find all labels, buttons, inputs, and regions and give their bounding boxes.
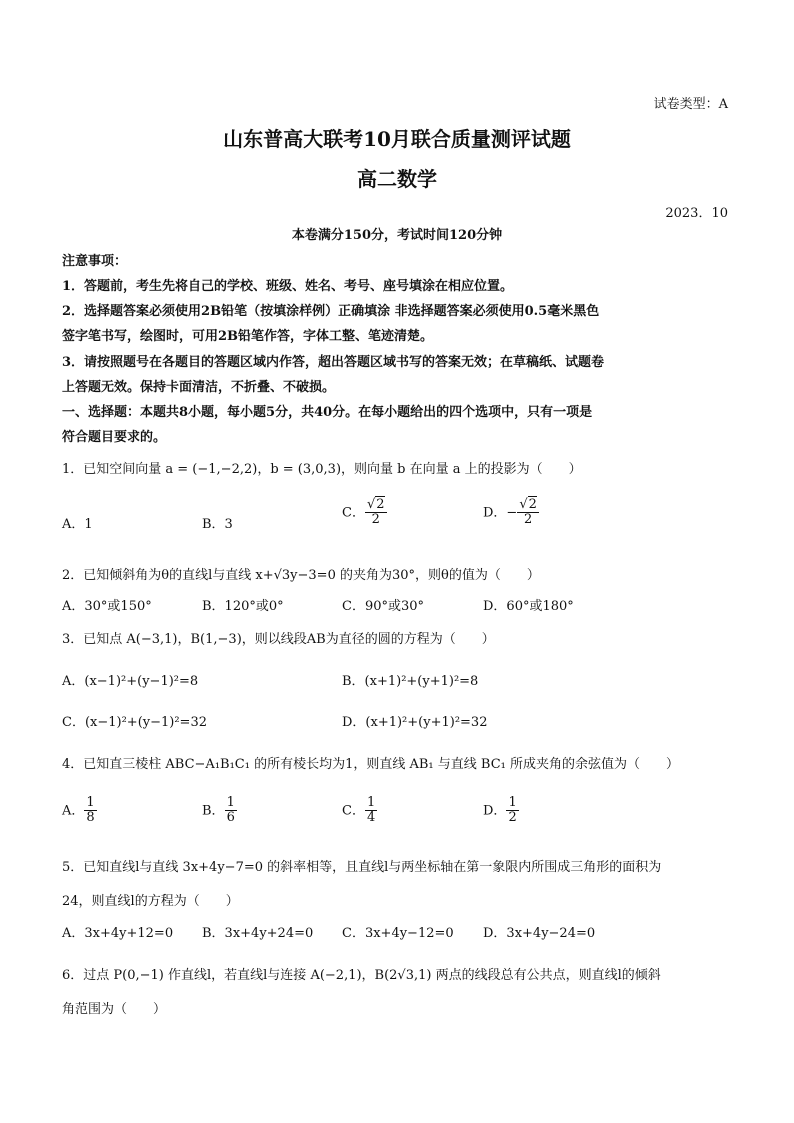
q1-option-d: D．− $\frac{√2}{2}$ (483, 497, 537, 528)
notes-heading: 注意事项： (62, 254, 128, 269)
q4-option-d: D． $\frac{1}{2}$ (483, 795, 517, 826)
q5-option-d: D．3x+4y−24=0 (483, 926, 596, 941)
paper-type-label: 试卷类型：A (653, 97, 728, 112)
notes-item-3-line-1: 3．请按照题号在各题目的答题区域内作答，超出答题区域书写的答案无效；在草稿纸、试题卷 (62, 355, 605, 370)
q4-option-a: A． $\frac{1}{8}$ (62, 795, 95, 826)
q2-option-b: B．120°或0° (202, 599, 284, 614)
score-time-note: 本卷满分150分，考试时间120分钟 (291, 228, 503, 243)
q1-option-a: A．1 (62, 517, 93, 532)
q5-option-a: A．3x+4y+12=0 (62, 926, 174, 941)
q3-option-a: A．(x−1)²+(y−1)²=8 (62, 674, 199, 689)
section-1-heading-line-1: 一、选择题：本题共8小题，每小题5分，共40分。在每小题给出的四个选项中，只有一项是 (62, 405, 593, 420)
question-6-stem-line-2: 角范围为（ ） (62, 1002, 167, 1017)
question-5-stem-line-2: 24，则直线l的方程为（ ） (62, 894, 239, 909)
question-5-stem-line-1: 5．已知直线l与直线 3x+4y−7=0 的斜率相等，且直线l与两坐标轴在第一象限内所围成三角形的面积为 (62, 860, 662, 875)
exam-title: 山东普高大联考10月联合质量测评试题 (223, 127, 571, 151)
question-4-stem: 4．已知直三棱柱 ABC−A₁B₁C₁ 的所有棱长均为1，则直线 AB₁ 与直线 BC₁ 所成夹角的余弦值为（ ） (62, 757, 679, 772)
question-6-stem-line-1: 6．过点 P(0,−1) 作直线l，若直线l与连接 A(−2,1)，B(2√3,1) 两点的线段总有公共点，则直线l的倾斜 (62, 968, 661, 983)
section-1-heading-line-2: 符合题目要求的。 (62, 430, 167, 445)
q5-option-b: B．3x+4y+24=0 (202, 926, 314, 941)
q3-option-b: B．(x+1)²+(y+1)²=8 (342, 674, 479, 689)
question-1-stem: 1．已知空间向量 a = (−1,−2,2)，b = (3,0,3)，则向量 b 在向量 a 上的投影为（ ） (62, 462, 582, 477)
q2-option-a: A．30°或150° (62, 599, 152, 614)
q3-option-d: D．(x+1)²+(y+1)²=32 (342, 715, 488, 730)
exam-date: 2023．10 (665, 206, 728, 221)
question-3-stem: 3．已知点 A(−3,1)，B(1,−3)，则以线段AB为直径的圆的方程为（ ） (62, 632, 495, 647)
question-2-stem: 2．已知倾斜角为θ的直线l与直线 x+√3y−3=0 的夹角为30°，则θ的值为（ ） (62, 568, 540, 583)
notes-item-2-line-1: 2．选择题答案必须使用2B铅笔（按填涂样例）正确填涂 非选择题答案必须使用0.5毫米黑色 (62, 304, 600, 319)
q2-option-d: D．60°或180° (483, 599, 574, 614)
q3-option-c: C．(x−1)²+(y−1)²=32 (62, 715, 207, 730)
q4-option-c: C． $\frac{1}{4}$ (342, 795, 376, 826)
subject-title: 高二数学 (357, 167, 437, 191)
q4-option-b: B． $\frac{1}{6}$ (202, 795, 235, 826)
notes-item-2-line-2: 签字笔书写，绘图时，可用2B铅笔作答，字体工整、笔迹清楚。 (62, 329, 434, 344)
notes-item-1: 1．答题前，考生先将自己的学校、班级、姓名、考号、座号填涂在相应位置。 (62, 279, 514, 294)
q5-option-c: C．3x+4y−12=0 (342, 926, 454, 941)
q1-option-b: B．3 (202, 517, 233, 532)
q2-option-c: C．90°或30° (342, 599, 425, 614)
notes-item-3-line-2: 上答题无效。保持卡面清洁，不折叠、不破损。 (62, 380, 336, 395)
q1-option-c: C． $\frac{√2}{2}$ (342, 497, 385, 528)
